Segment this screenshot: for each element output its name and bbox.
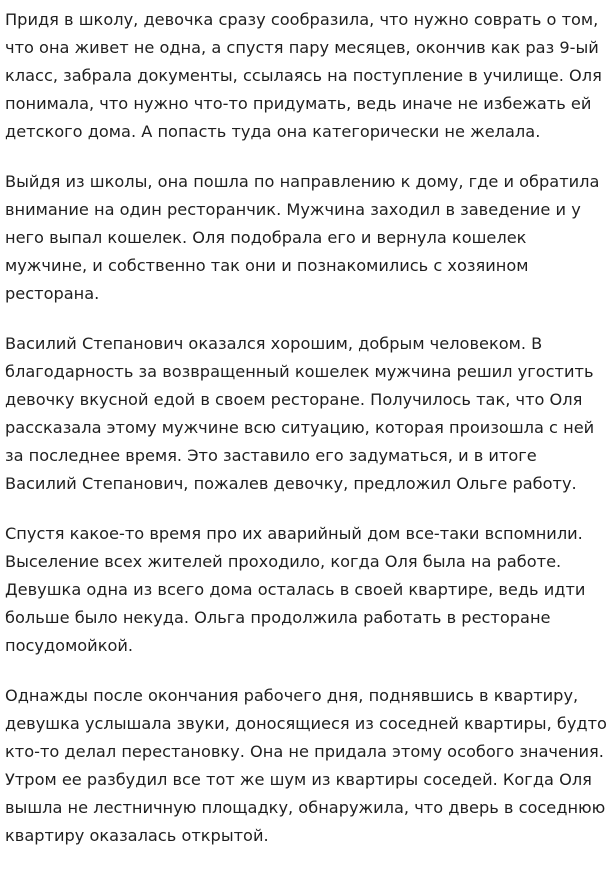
paragraph: Выйдя из школы, она пошла по направлению к дому, где и обратила внимание на один ресторанчик. Мужчина заходил в заведение и у него выпал кошелек. Оля подобрала его и вернула кошелек мужчине, и собственно так они и познакомились с хозяином ресторана.: [5, 172, 600, 303]
paragraph: Придя в школу, девочка сразу сообразила, что нужно соврать о том, что она живет не одна, а спустя пару месяцев, окончив как раз 9-ый класс, забрала документы, ссылаясь на поступление в училище. Оля понимала, что нужно что-то придумать, ведь иначе не избежать ей детского дома. А попасть туда она категорически не желала.: [5, 10, 602, 141]
paragraph: Василий Степанович оказался хорошим, добрым человеком. В благодарность за возвращенный кошелек мужчина решил угостить девочку вкусной едой в своем ресторане. Получилось так, что Оля рассказала этому мужчине всю ситуацию, которая произошла с ней за последнее время. Это заставило его задуматься, и в итоге Василий Степанович, пожалев девочку, предложил Ольге работу.: [5, 334, 595, 493]
article-body: [5, 6, 611, 872]
paragraph: Спустя какое-то время про их аварийный дом все-таки вспомнили. Выселение всех жителей проходило, когда Оля была на работе. Девушка одна из всего дома осталась в своей квартире, ведь идти больше было некуда. Ольга продолжила работать в ресторане посудомойкой.: [5, 524, 586, 655]
paragraph: Однажды после окончания рабочего дня, поднявшись в квартиру, девушка услышала звуки, доносящиеся из соседней квартиры, будто кто-то делал перестановку. Она не придала этому особого значения. Утром ее разбудил все тот же шум из квартиры соседей. Когда Оля вышла не лестничную площадку, обнаружила, что дверь в соседнюю квартиру оказалась открытой.: [5, 686, 607, 845]
